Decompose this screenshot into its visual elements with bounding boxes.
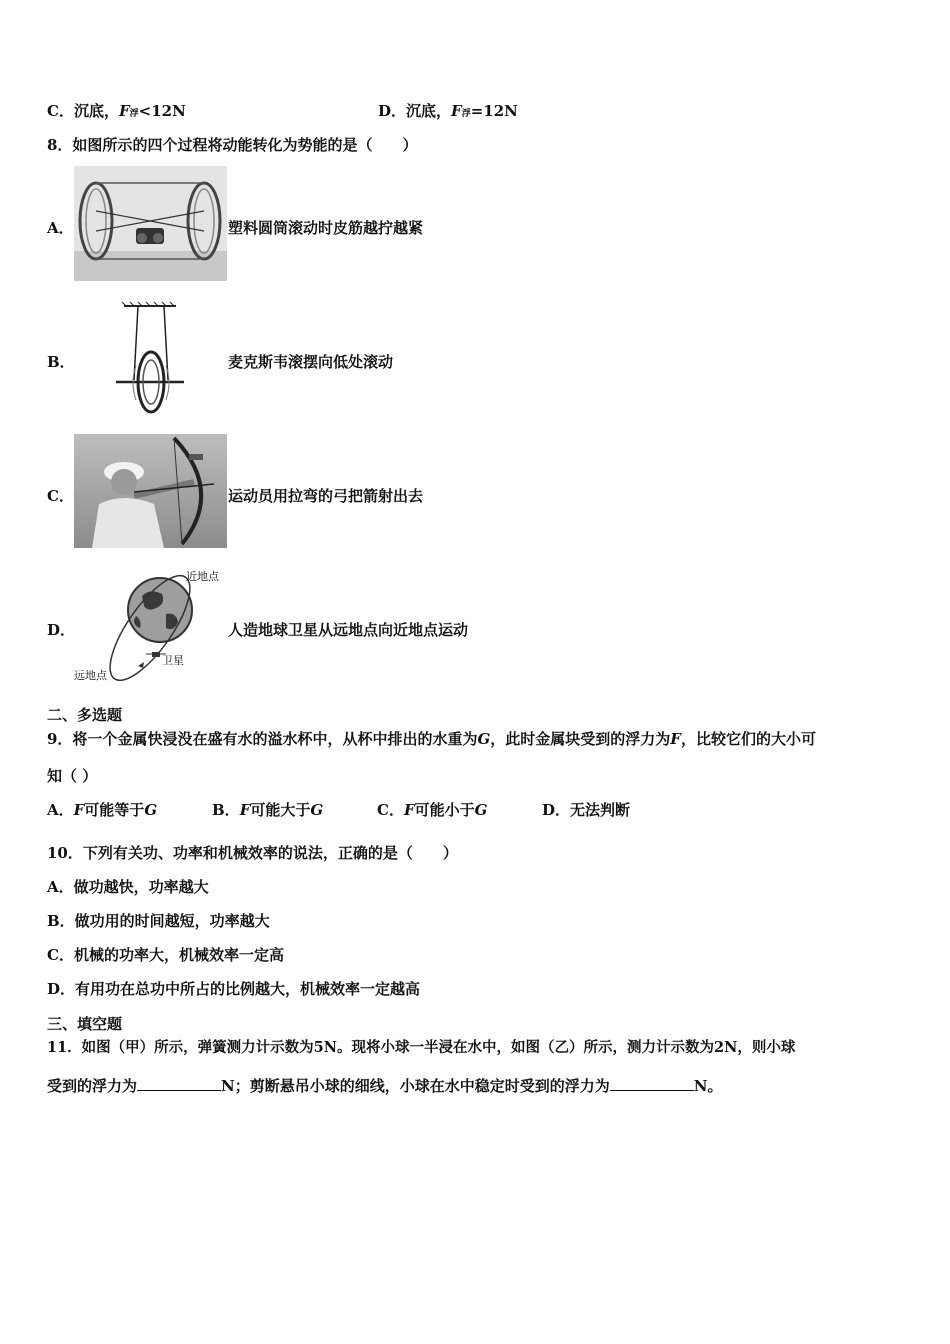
q9-option-b xyxy=(212,800,323,820)
q9-option-d-letter: D． xyxy=(542,801,571,819)
q11-line2-part1: 受到的浮力为 xyxy=(47,1077,138,1095)
q9-option-c-text: 可能小于 xyxy=(414,801,475,819)
q9-stem-part3: ，比较它们的大小可 xyxy=(680,730,816,748)
q7-option-c xyxy=(47,101,186,124)
q9-option-a-letter: A． xyxy=(47,801,74,819)
q7-option-d-text: 沉底， xyxy=(406,102,452,120)
q11-line2-part2: N；剪断悬吊小球的细线，小球在水中稳定时受到的浮力为 xyxy=(221,1077,610,1095)
q9-option-b-text: 可能大于 xyxy=(250,801,311,819)
q8-figure-d xyxy=(70,566,230,686)
q10-option-b: B．做功用的时间越短，功率越大 xyxy=(47,912,270,930)
q10-stem: 10．下列有关功、功率和机械效率的说法，正确的是（ ） xyxy=(47,844,458,862)
q9-stem-line1 xyxy=(47,729,816,749)
q8-option-d-text: 人造地球卫星从远地点向近地点运动 xyxy=(228,621,469,639)
q8-figure-b xyxy=(110,300,190,418)
section-fill-blank-title: 三、填空题 xyxy=(47,1015,123,1033)
q7-option-c-letter: C． xyxy=(47,102,74,120)
q10-option-d: D．有用功在总功中所占的比例越大，机械效率一定越高 xyxy=(47,980,421,998)
perigee-label: 近地点 xyxy=(186,570,219,583)
q11-blank-1[interactable] xyxy=(137,1076,221,1091)
q9-option-d xyxy=(542,800,630,820)
q10-option-a: A．做功越快，功率越大 xyxy=(47,878,209,896)
section-multiple-choice-title: 二、多选题 xyxy=(47,706,123,724)
q9-option-b-g: G xyxy=(310,801,324,819)
q9-stem-part2: ，此时金属块受到的浮力为 xyxy=(490,730,671,748)
q7-option-c-sub: 浮 xyxy=(129,109,139,119)
q9-stem-line2: 知（ ） xyxy=(47,767,98,785)
q11-line2-part3: N。 xyxy=(693,1077,723,1095)
q9-stem-f: F xyxy=(670,730,681,748)
q7-option-c-f: F xyxy=(118,102,130,120)
q9-option-a-g: G xyxy=(144,801,158,819)
q8-option-d-letter: D． xyxy=(47,621,76,639)
q8-figure-a xyxy=(74,166,227,281)
q7-option-d-sub: 浮 xyxy=(461,109,471,119)
q7-option-d-f: F xyxy=(451,102,462,120)
q7-option-d xyxy=(378,101,518,124)
q8-option-b-letter: B． xyxy=(47,353,75,371)
q11-blank-2[interactable] xyxy=(610,1076,694,1091)
q8-option-a-text: 塑料圆筒滚动时皮筋越拧越紧 xyxy=(228,219,424,237)
q8-option-a-letter: A． xyxy=(47,219,74,237)
q8-figure-c xyxy=(74,434,227,548)
q7-option-c-text: 沉底， xyxy=(73,102,119,120)
apogee-label: 远地点 xyxy=(74,669,107,682)
archer-photo-image xyxy=(74,434,227,548)
q9-stem-part1: 9．将一个金属快浸没在盛有水的溢水杯中，从杯中排出的水重为 xyxy=(47,730,478,748)
q9-option-b-letter: B． xyxy=(212,801,240,819)
q7-option-c-rel: <12N xyxy=(138,102,186,120)
q9-option-b-f: F xyxy=(239,801,251,819)
q9-option-c-g: G xyxy=(474,801,488,819)
q11-line1: 11．如图（甲）所示，弹簧测力计示数为5N。现将小球一半浸在水中，如图（乙）所示，测力计示数为2N，则小球 xyxy=(47,1039,796,1056)
q9-stem-g: G xyxy=(477,730,491,748)
q9-option-c xyxy=(377,800,487,820)
q8-option-b-text: 麦克斯韦滚摆向低处滚动 xyxy=(228,353,394,371)
q9-option-c-f: F xyxy=(403,801,415,819)
q9-option-a xyxy=(47,800,157,820)
q8-option-c-text: 运动员用拉弯的弓把箭射出去 xyxy=(228,487,424,505)
q7-option-d-rel: =12N xyxy=(470,102,518,120)
maxwell-pendulum-image xyxy=(110,300,190,418)
q9-option-a-f: F xyxy=(73,801,85,819)
satellite-label: 卫星 xyxy=(162,654,184,667)
q9-option-c-letter: C． xyxy=(377,801,404,819)
q8-stem: 8．如图所示的四个过程将动能转化为势能的是（ ） xyxy=(47,136,418,154)
q9-option-a-text: 可能等于 xyxy=(84,801,145,819)
q8-option-c-letter: C． xyxy=(47,487,74,505)
plastic-cylinder-image xyxy=(74,166,227,281)
q11-line2 xyxy=(47,1076,722,1096)
q10-option-c: C．机械的功率大，机械效率一定高 xyxy=(47,946,284,964)
q9-option-d-text: 无法判断 xyxy=(570,801,631,819)
q7-option-d-letter: D． xyxy=(378,102,407,120)
